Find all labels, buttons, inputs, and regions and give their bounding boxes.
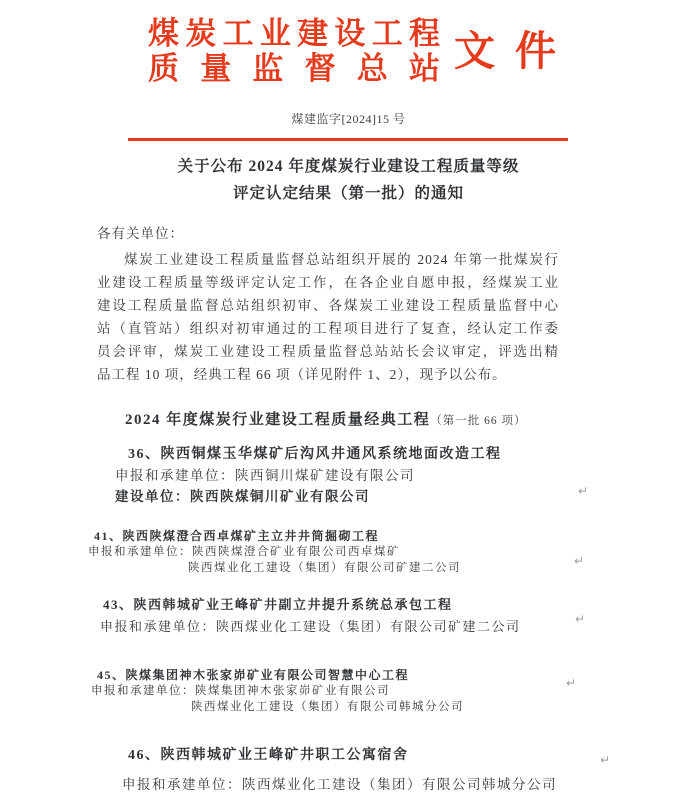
document-title-line1: 关于公布 2024 年度煤炭行业建设工程质量等级 bbox=[177, 158, 520, 175]
body-paragraph bbox=[97, 248, 559, 386]
project-item-title: 41、陕西陕煤澄合西卓煤矿主立井井筒掘砌工程 bbox=[94, 529, 380, 543]
project-item-45 bbox=[91, 667, 697, 715]
project-item-owner: 建设单位：陕西陕煤铜川矿业有限公司 bbox=[115, 489, 370, 504]
project-item-applicant-cont: 陕西煤业化工建设（集团）有限公司矿建二公司 bbox=[188, 562, 462, 574]
paragraph-mark-icon: ↵ bbox=[600, 753, 611, 767]
project-item-title: 36、陕西铜煤玉华煤矿后沟风井通风系统地面改造工程 bbox=[128, 447, 502, 462]
section-heading-note: （第一批 66 项） bbox=[430, 415, 527, 427]
project-item-applicant: 申报和承建单位：陕西煤业化工建设（集团）有限公司韩城分公司 bbox=[122, 777, 557, 792]
project-item-title: 43、陕西韩城矿业王峰矿井副立井提升系统总承包工程 bbox=[103, 597, 453, 612]
project-item-title: 46、陕西韩城矿业王峰矿井职工公寓宿舍 bbox=[128, 748, 409, 763]
paragraph-mark-icon: ↵ bbox=[575, 612, 586, 626]
body-line: 员会评审，煤炭工业建设工程质量监督总站站长会议审定，评选出精 bbox=[97, 344, 559, 359]
document-title bbox=[0, 153, 697, 207]
project-item-46 bbox=[122, 748, 697, 793]
org-name-line2: 质量监督总站 bbox=[148, 51, 440, 86]
project-item-applicant: 申报和承建单位：陕西陕煤澄合矿业有限公司西卓煤矿 bbox=[88, 546, 400, 558]
org-name-line1: 煤炭工业建设工程 bbox=[148, 16, 440, 51]
doc-type-label: 文件 bbox=[454, 28, 556, 74]
project-item-applicant: 申报和承建单位：陕西铜川煤矿建设有限公司 bbox=[115, 468, 415, 483]
letterhead bbox=[148, 16, 697, 86]
doc-number: 煤建监字[2024]15 号 bbox=[291, 112, 406, 126]
body-line: 建设工程质量监督总站组织初审、各煤炭工业建设工程质量监督中心 bbox=[97, 298, 559, 313]
salutation: 各有关单位： bbox=[97, 226, 184, 241]
project-item-applicant: 申报和承建单位：陕煤集团神木张家峁矿业有限公司 bbox=[91, 685, 390, 697]
project-item-applicant: 申报和承建单位：陕西煤业化工建设（集团）有限公司矿建二公司 bbox=[100, 619, 521, 634]
org-name bbox=[148, 16, 440, 86]
body-line: 品工程 10 项，经典工程 66 项（详见附件 1、2），现予以公布。 bbox=[97, 367, 507, 382]
body-line: 站（直管站）组织对初审通过的工程项目进行了复查，经认定工作委 bbox=[97, 321, 559, 336]
section-heading-main: 2024 年度煤炭行业建设工程质量经典工程 bbox=[125, 412, 431, 428]
document-page bbox=[0, 16, 697, 792]
project-item-41 bbox=[88, 528, 697, 576]
red-divider bbox=[128, 138, 568, 141]
section-heading bbox=[125, 408, 697, 429]
document-title-line2: 评定认定结果（第一批）的通知 bbox=[232, 185, 464, 202]
project-item-36 bbox=[115, 444, 697, 507]
paragraph-mark-icon: ↵ bbox=[578, 484, 589, 498]
project-item-title: 45、陕煤集团神木张家峁矿业有限公司智慧中心工程 bbox=[97, 668, 410, 682]
paragraph-mark-icon: ↵ bbox=[574, 554, 585, 568]
paragraph-mark-icon: ↵ bbox=[566, 676, 577, 690]
project-item-applicant-cont: 陕西煤业化工建设（集团）有限公司韩城分公司 bbox=[191, 701, 465, 713]
body-line: 煤炭工业建设工程质量监督总站组织开展的 2024 年第一批煤炭行 bbox=[124, 252, 559, 267]
project-item-43 bbox=[100, 594, 697, 638]
body-line: 业建设工程质量等级评定认定工作，在各企业自愿申报，经煤炭工业 bbox=[97, 275, 559, 290]
